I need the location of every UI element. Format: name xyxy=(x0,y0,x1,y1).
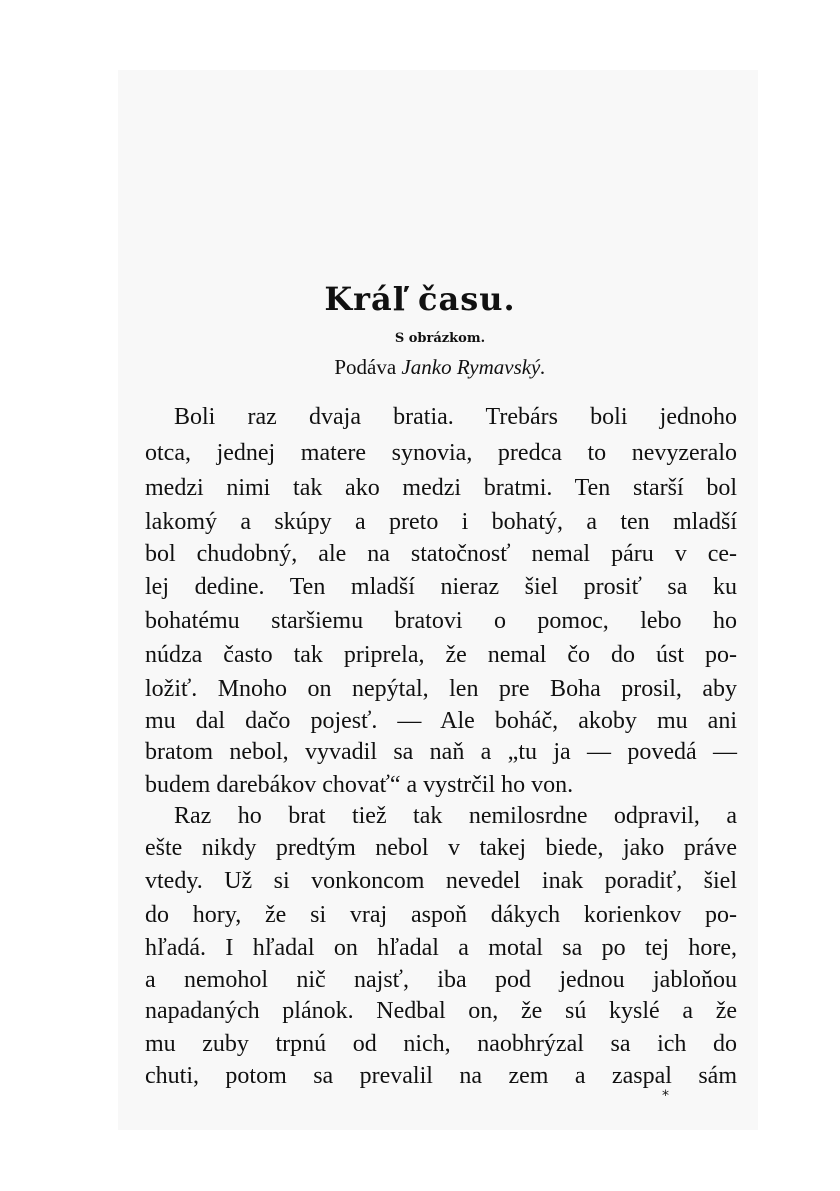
text-line: medzi nimi tak ako medzi bratmi. Ten starší bol xyxy=(145,475,737,501)
story-subtitle: S obrázkom. xyxy=(394,331,486,346)
byline-author: Janko Rymavský. xyxy=(401,355,546,379)
text-line: Boli raz dvaja bratia. Trebárs boli jednoho xyxy=(174,404,737,430)
text-line: lakomý a skúpy a preto i bohatý, a ten mladší xyxy=(145,509,737,535)
text-line: núdza často tak priprela, že nemal čo do úst po- xyxy=(145,642,737,668)
text-line: bohatému staršiemu bratovi o pomoc, lebo ho xyxy=(145,608,737,634)
text-line: bol chudobný, ale na statočnosť nemal páru v ce- xyxy=(145,541,737,567)
text-line: a nemohol nič najsť, iba pod jednou jabloňou xyxy=(145,967,737,993)
text-line: napadaných plánok. Nedbal on, že sú kyslé a že xyxy=(145,998,737,1024)
byline-prefix: Podáva xyxy=(334,355,397,379)
page-mark: * xyxy=(662,1088,669,1104)
story-title: Kráľ času. xyxy=(324,280,516,318)
text-line: lej dedine. Ten mladší nieraz šiel prosiť sa ku xyxy=(145,574,737,600)
text-line: vtedy. Už si vonkoncom nevedel inak poradiť, šiel xyxy=(145,868,737,894)
text-line: ešte nikdy predtým nebol v takej biede, jako práve xyxy=(145,835,737,861)
text-line: Raz ho brat tiež tak nemilosrdne odpravil, a xyxy=(174,803,737,829)
text-line: ložiť. Mnoho on nepýtal, len pre Boha prosil, aby xyxy=(145,676,737,702)
text-line: otca, jednej matere synovia, predca to nevyzeralo xyxy=(145,440,737,466)
text-line: mu dal dačo pojesť. — Ale boháč, akoby mu ani xyxy=(145,708,737,734)
text-line: mu zuby trpnú od nich, naobhrýzal sa ich do xyxy=(145,1031,737,1057)
text-line: chuti, potom sa prevalil na zem a zaspal sám xyxy=(145,1063,737,1089)
text-line: do hory, že si vraj aspoň dákych korienkov po- xyxy=(145,902,737,928)
text-line: budem darebákov chovať“ a vystrčil ho von. xyxy=(145,772,574,798)
byline xyxy=(0,355,840,380)
text-line: bratom nebol, vyvadil sa naň a „tu ja — povedá — xyxy=(145,739,737,765)
text-line: hľadá. I hľadal on hľadal a motal sa po tej hore, xyxy=(145,935,737,961)
